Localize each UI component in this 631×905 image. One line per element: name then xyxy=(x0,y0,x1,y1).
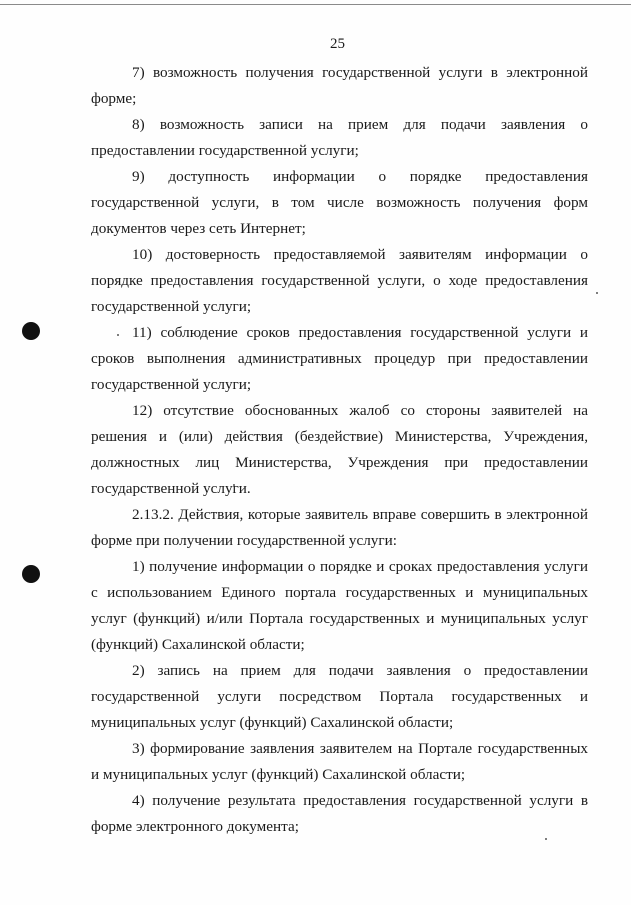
binder-hole-lower xyxy=(22,565,40,583)
paragraph-item-10: 10) достоверность предоставляемой заявителям информации о порядке предоставления государственной услуги, о ходе предоставления государственной услуги; xyxy=(91,246,588,315)
document-body xyxy=(91,60,588,840)
binder-hole-upper xyxy=(22,322,40,340)
paragraph-section-2-13-2: 2.13.2. Действия, которые заявитель вправе совершить в электронной форме при получении государственной услуги: xyxy=(91,506,588,549)
paragraph-item-9: 9) доступность информации о порядке предоставления государственной услуги, в том числе возможность получения форм документов через сеть Интернет; xyxy=(91,168,588,237)
paragraph-item-7: 7) возможность получения государственной услуги в электронной форме; xyxy=(91,64,588,107)
paragraph-item-11: 11) соблюдение сроков предоставления государственной услуги и сроков выполнения административных процедур при предоставлении государственной услуги; xyxy=(91,324,588,393)
paragraph-action-4: 4) получение результата предоставления государственной услуги в форме электронного документа; xyxy=(91,792,588,835)
paragraph-action-1: 1) получение информации о порядке и сроках предоставления услуги с использованием Единого портала государственных и муниципальных услуг (функций) и/или Портала государственных и муниципальных услуг (функций) Сахалинской области; xyxy=(91,558,588,653)
paragraph-action-2: 2) запись на прием для подачи заявления о предоставлении государственной услуги посредством Портала государственных и муниципальных услуг (функций) Сахалинской области; xyxy=(91,662,588,731)
paragraph-item-12: 12) отсутствие обоснованных жалоб со стороны заявителей на решения и (или) действия (бездействие) Министерства, Учреждения, должностных лиц Министерства, Учреждения при предоставлении государственной услуги. xyxy=(91,402,588,497)
scan-speck xyxy=(596,292,598,294)
paragraph-item-8: 8) возможность записи на прием для подачи заявления о предоставлении государственной услуги; xyxy=(91,116,588,159)
top-edge-line xyxy=(0,4,631,5)
paragraph-action-3: 3) формирование заявления заявителем на Портале государственных и муниципальных услуг (функций) Сахалинской области; xyxy=(91,740,588,783)
page-number: 25 xyxy=(330,36,345,52)
